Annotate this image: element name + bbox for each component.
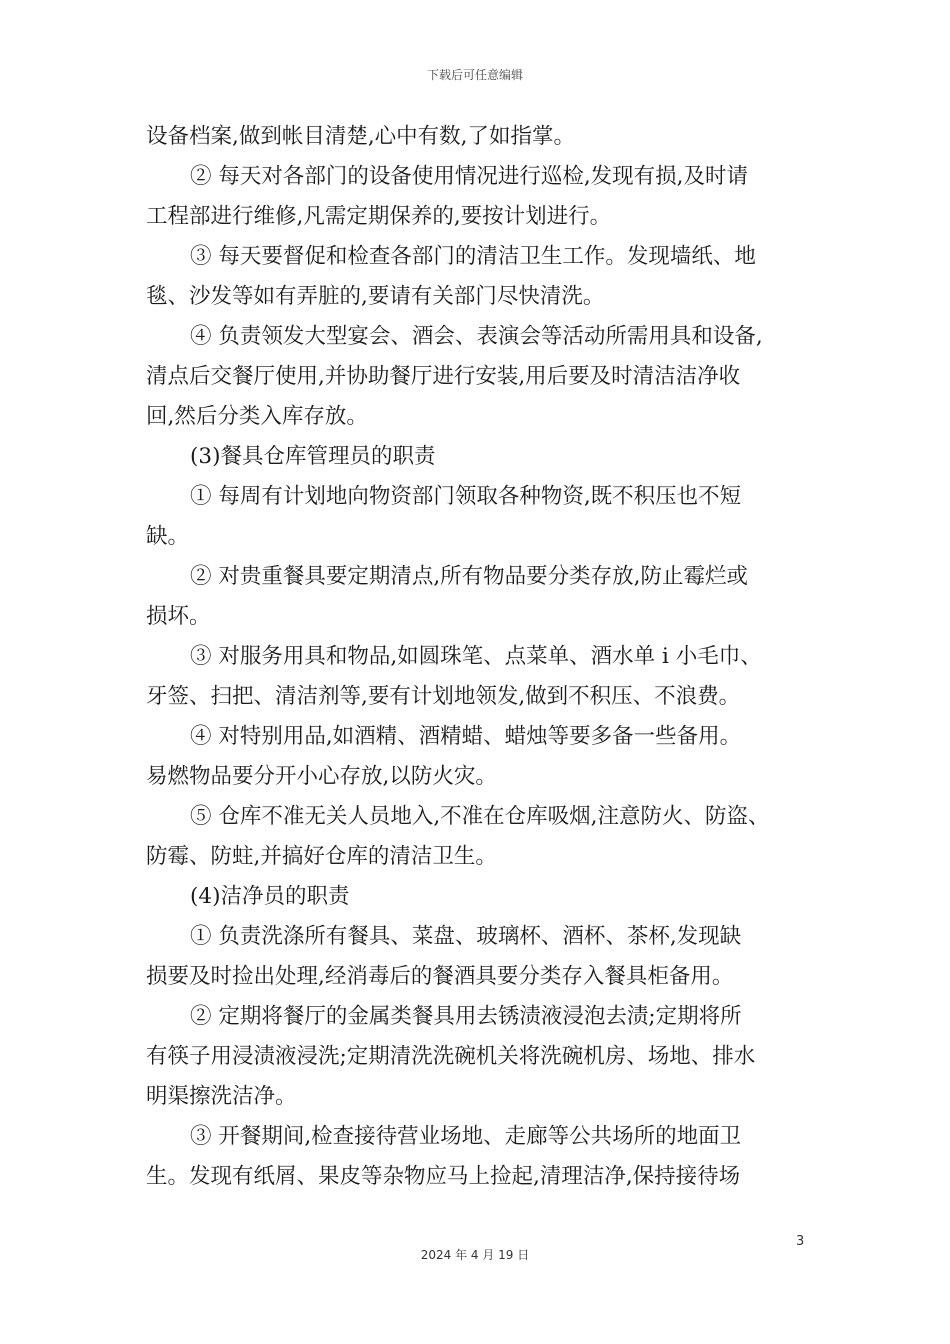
text-line: ④ 负责领发大型宴会、酒会、表演会等活动所需用具和设备,: [190, 324, 763, 349]
text-line: (3)餐具仓库管理员的职责: [190, 444, 436, 469]
text-line: 牙签、扫把、清洁剂等,要有计划地领发,做到不积压、不浪费。: [146, 684, 741, 709]
text-line: ④ 对特别用品,如酒精、酒精蜡、蜡烛等要多备一些备用。: [190, 724, 742, 749]
page-header: 下载后可任意编辑: [426, 68, 523, 82]
page-number: 3: [796, 1234, 805, 1249]
text-line: 毯、沙发等如有弄脏的,要请有关部门尽快清洗。: [146, 284, 605, 309]
text-line: ② 对贵重餐具要定期清点,所有物品要分类存放,防止霉烂或: [190, 564, 749, 589]
text-line: 生。发现有纸屑、果皮等杂物应马上捡起,清理洁净,保持接待场: [146, 1164, 741, 1189]
text-line: ③ 开餐期间,检查接待营业场地、走廊等公共场所的地面卫: [190, 1124, 742, 1149]
text-line: 回,然后分类入库存放。: [146, 404, 368, 429]
text-line: (4)洁净员的职责: [190, 884, 350, 909]
text-line: 防霉、防蛀,并搞好仓库的清洁卫生。: [146, 844, 497, 869]
text-line: ② 定期将餐厅的金属类餐具用去锈渍液浸泡去渍;定期将所: [190, 1004, 742, 1029]
text-line: 明渠擦洗洁净。: [146, 1084, 297, 1109]
text-line: ③ 对服务用具和物品,如圆珠笔、点菜单、酒水单 i 小毛巾、: [190, 644, 762, 669]
text-line: ③ 每天要督促和检查各部门的清洁卫生工作。发现墙纸、地: [190, 244, 756, 269]
text-line: ② 每天对各部门的设备使用情况进行巡检,发现有损,及时请: [190, 164, 749, 189]
text-line: ① 每周有计划地向物资部门领取各种物资,既不积压也不短: [190, 484, 742, 509]
text-line: 损要及时捡出处理,经消毒后的餐酒具要分类存入餐具柜备用。: [146, 964, 734, 989]
page-footer-date: 2024 年 4 月 19 日: [420, 1248, 530, 1262]
text-line: 清点后交餐厅使用,并协助餐厅进行安装,用后要及时清洁洁净收: [146, 364, 741, 389]
text-line: 设备档案,做到帐目清楚,心中有数,了如指掌。: [146, 124, 576, 149]
text-line: ① 负责洗涤所有餐具、菜盘、玻璃杯、酒杯、茶杯,发现缺: [190, 924, 742, 949]
text-line: 损坏。: [146, 604, 211, 629]
text-line: 工程部进行维修,凡需定期保养的,要按计划进行。: [146, 204, 612, 229]
text-line: 有筷子用浸渍液浸洗;定期清洗洗碗机关将洗碗机房、场地、排水: [146, 1044, 756, 1069]
text-line: ⑤ 仓库不准无关人员地入,不准在仓库吸烟,注意防火、防盗、: [190, 804, 770, 829]
document-body: [146, 117, 826, 1197]
text-line: 缺。: [146, 524, 190, 549]
text-line: 易燃物品要分开小心存放,以防火灾。: [146, 764, 497, 789]
